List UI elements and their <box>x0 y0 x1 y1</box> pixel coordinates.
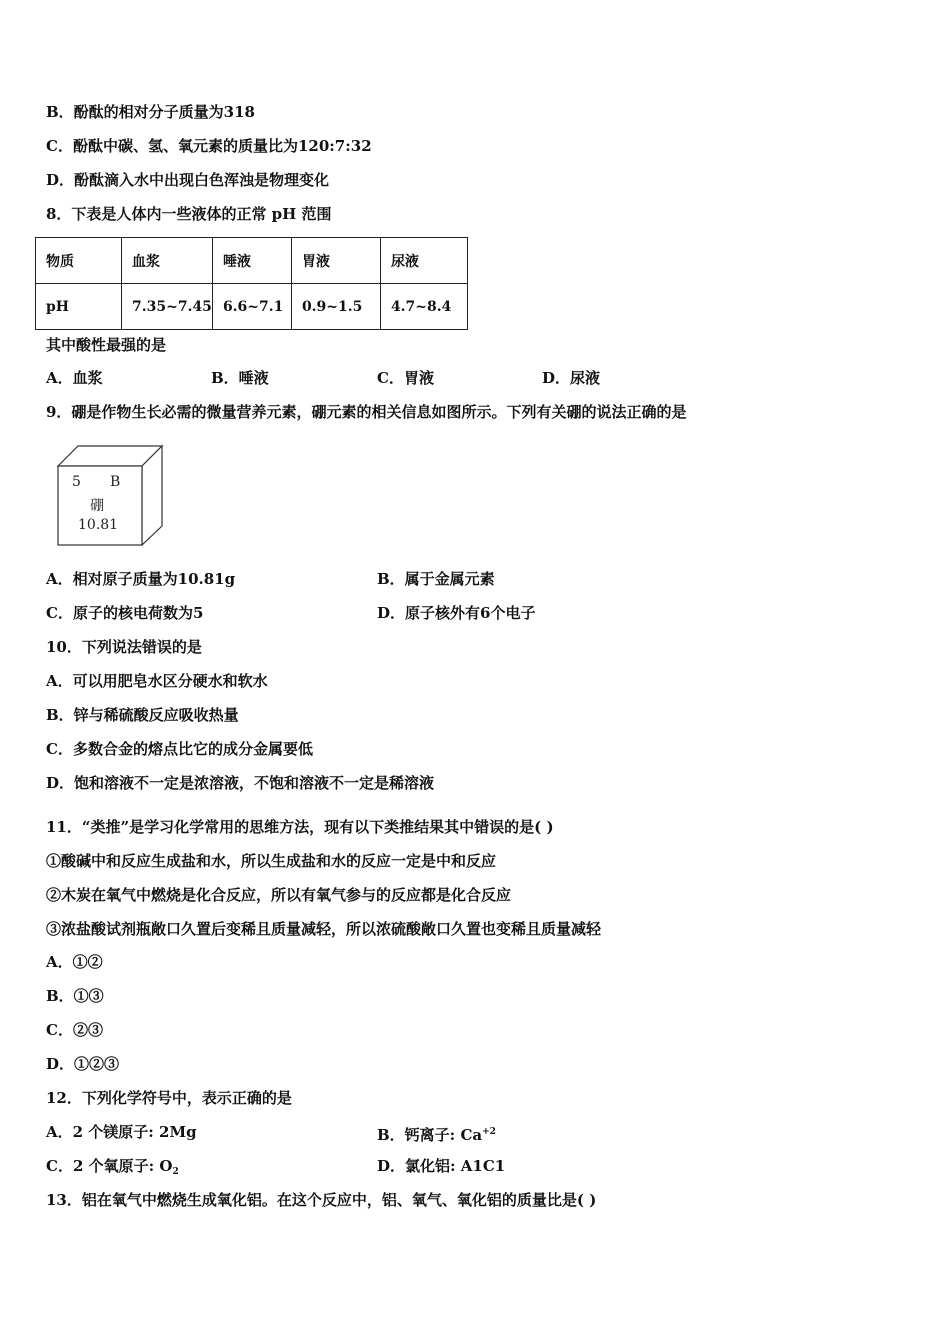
table-header-cell: 物质 <box>36 238 122 284</box>
element-cell-boron <box>56 444 164 546</box>
element-symbol: B <box>110 474 121 490</box>
q9-option-c: C．原子的核电荷数为5 <box>46 604 204 622</box>
table-header-cell: 胃液 <box>291 238 380 284</box>
q8-option-d: D．尿液 <box>542 369 601 387</box>
table-cell: pH <box>36 284 122 330</box>
q11-option-a: A．①② <box>46 953 103 971</box>
q8-option-a: A．血浆 <box>46 369 103 387</box>
q11-option-d: D．①②③ <box>46 1055 120 1073</box>
q12-option-b <box>377 1122 496 1145</box>
oxygen-subscript: 2 <box>172 1167 179 1177</box>
element-number: 5 <box>72 474 81 490</box>
q11-item-2: ②木炭在氧气中燃烧是化合反应，所以有氧气参与的反应都是化合反应 <box>46 886 512 904</box>
q11-item-1: ①酸碱中和反应生成盐和水，所以生成盐和水的反应一定是中和反应 <box>46 852 497 870</box>
table-header-cell: 唾液 <box>212 238 291 284</box>
q12-option-a: A．2 个镁原子: 2Mg <box>46 1123 197 1141</box>
q11-stem: 11．“类推”是学习化学常用的思维方法，现有以下类推结果其中错误的是( ) <box>46 818 554 836</box>
q9-option-d: D．原子核外有6个电子 <box>377 604 536 622</box>
table-cell: 6.6~7.1 <box>212 284 291 330</box>
q11-option-b: B．①③ <box>46 987 104 1005</box>
element-name: 硼 <box>90 498 104 514</box>
q8-option-b: B．唾液 <box>211 369 269 387</box>
q12-option-c <box>46 1156 179 1182</box>
q7-option-b: B．酚酞的相对分子质量为318 <box>46 103 255 121</box>
q10-option-a: A．可以用肥皂水区分硬水和软水 <box>46 672 268 690</box>
table-header-cell: 尿液 <box>380 238 467 284</box>
q7-option-d: D．酚酞滴入水中出现白色浑浊是物理变化 <box>46 171 330 189</box>
q9-option-b: B．属于金属元素 <box>377 570 495 588</box>
table-row <box>36 284 468 330</box>
charge-superscript: +2 <box>482 1127 496 1137</box>
q11-item-3: ③浓盐酸试剂瓶敞口久置后变稀且质量减轻，所以浓硫酸敞口久置也变稀且质量减轻 <box>46 920 602 938</box>
q9-stem: 9．硼是作物生长必需的微量营养元素，硼元素的相关信息如图所示。下列有关硼的说法正确的是 <box>46 403 687 421</box>
q8-question: 其中酸性最强的是 <box>46 336 167 354</box>
table-cell: 4.7~8.4 <box>380 284 467 330</box>
q10-stem: 10．下列说法错误的是 <box>46 638 202 656</box>
q8-stem: 8．下表是人体内一些液体的正常 pH 范围 <box>46 205 332 223</box>
q12-option-c-text: C．2 个氧原子: O <box>46 1157 173 1175</box>
table-cell: 0.9~1.5 <box>291 284 380 330</box>
q12-option-b-text: B．钙离子: Ca <box>377 1126 483 1144</box>
element-mass: 10.81 <box>78 517 119 533</box>
q12-stem: 12．下列化学符号中，表示正确的是 <box>46 1089 292 1107</box>
q10-option-d: D．饱和溶液不一定是浓溶液，不饱和溶液不一定是稀溶液 <box>46 774 435 792</box>
q10-option-b: B．锌与稀硫酸反应吸收热量 <box>46 706 239 724</box>
table-row <box>36 238 468 284</box>
q12-option-d: D．氯化铝: A1C1 <box>377 1157 506 1175</box>
q7-option-c: C．酚酞中碳、氢、氧元素的质量比为120:7:32 <box>46 137 372 155</box>
q9-option-a: A．相对原子质量为10.81g <box>46 570 236 588</box>
q11-option-c: C．②③ <box>46 1021 103 1039</box>
q13-stem: 13．铝在氧气中燃烧生成氧化铝。在这个反应中，铝、氧气、氧化铝的质量比是( ) <box>46 1191 597 1209</box>
table-cell: 7.35~7.45 <box>122 284 213 330</box>
q10-option-c: C．多数合金的熔点比它的成分金属要低 <box>46 740 313 758</box>
q8-option-c: C．胃液 <box>377 369 434 387</box>
ph-table <box>35 237 468 330</box>
table-header-cell: 血浆 <box>122 238 213 284</box>
